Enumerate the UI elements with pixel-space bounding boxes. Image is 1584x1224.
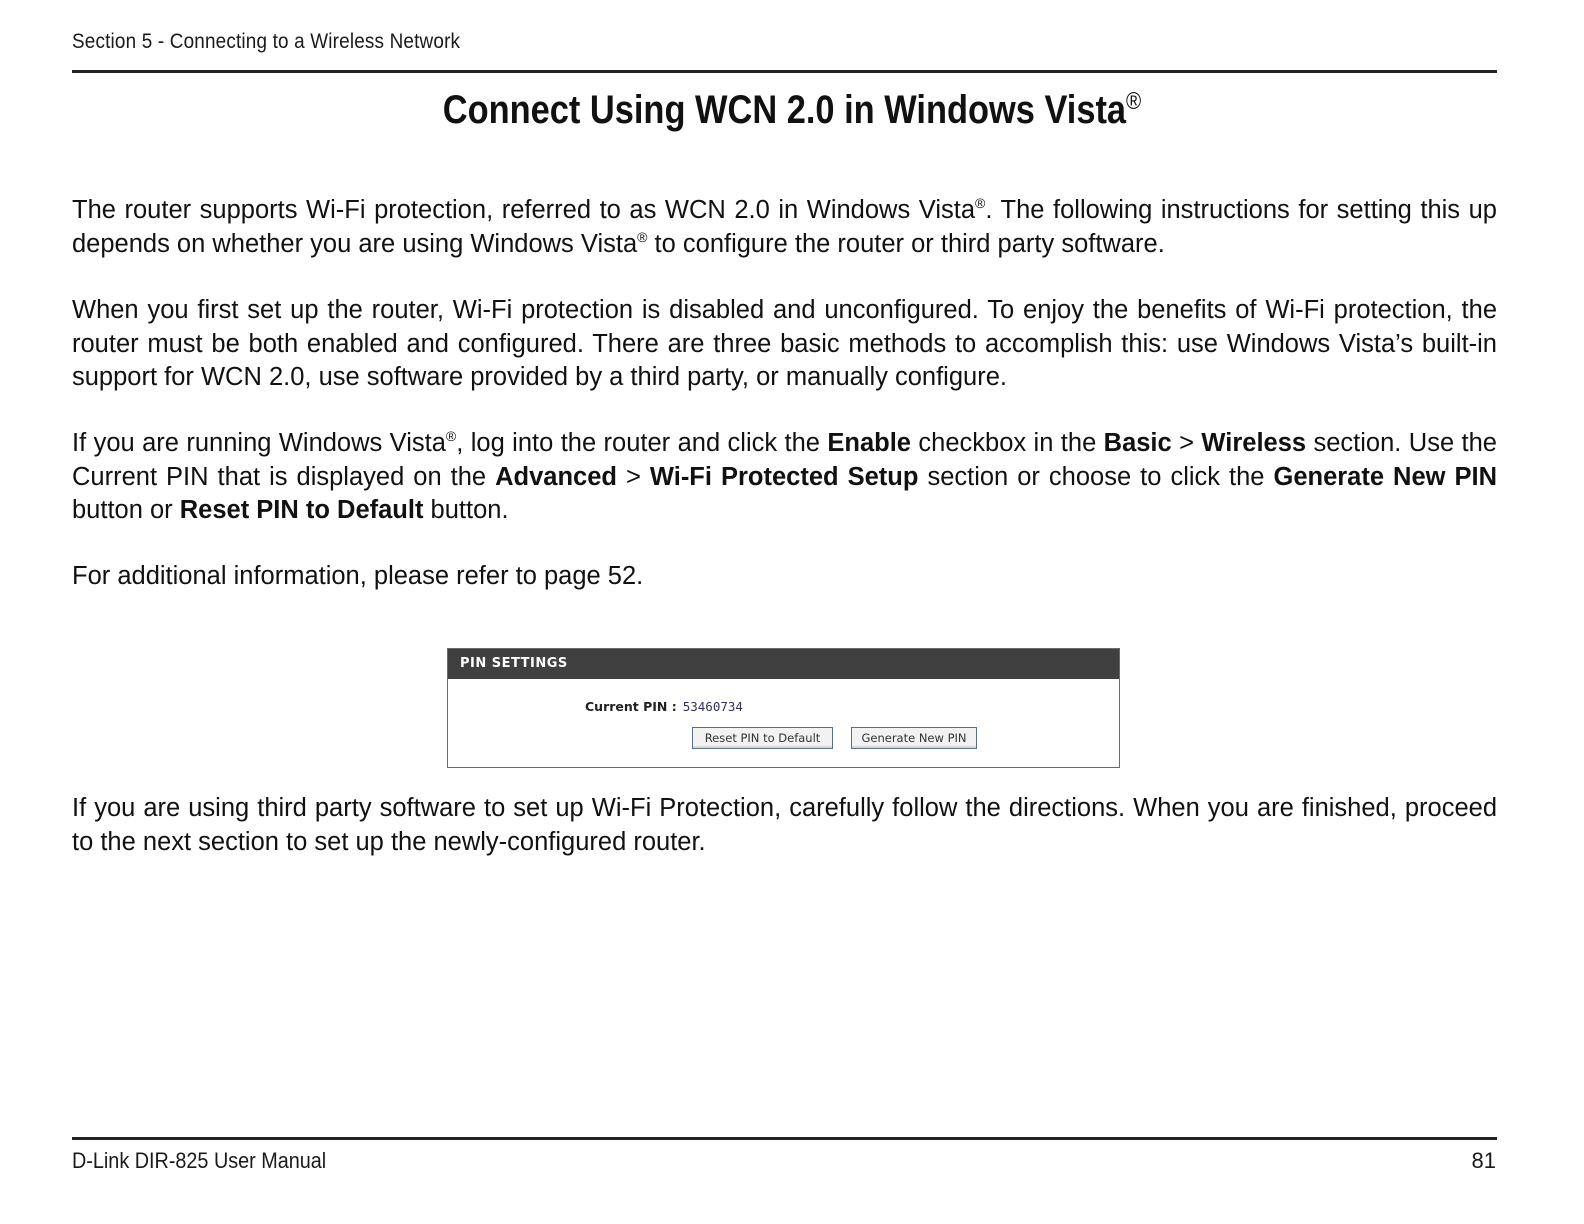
current-pin-value: 53460734 (682, 699, 743, 714)
registered-mark: ® (975, 195, 986, 211)
current-pin-row (585, 699, 743, 714)
pin-settings-header: PIN SETTINGS (448, 649, 1119, 679)
footer-manual-title: D-Link DIR-825 User Manual (72, 1148, 327, 1173)
generate-pin-button[interactable]: Generate New PIN (851, 727, 977, 749)
bold-term-wps: Wi-Fi Protected Setup (649, 462, 919, 491)
text-run: > (616, 462, 650, 491)
text-run: > (1171, 429, 1202, 457)
page-number: 81 (1471, 1148, 1496, 1173)
bold-term-advanced: Advanced (495, 462, 617, 491)
setup-paragraph: When you first set up the router, Wi-Fi protection is disabled and unconfigured. To enjoy the benefits of Wi-Fi protection, the router must be both enabled and configured. There are three basic methods to accomplish this: use Windows Vista’s built-in support for WCN 2.0, use software provided by a third party, or manually configure. (72, 296, 1497, 391)
third-party-paragraph: If you are using third party software to set up Wi-Fi Protection, carefully follow the directions. When you are finished, proceed to the next section to set up the newly-configured router. (72, 794, 1497, 856)
text-run: . The following instructions for setting this up depends on whether you are using Windows Vista (72, 196, 1497, 258)
section-header: Section 5 - Connecting to a Wireless Network (72, 30, 461, 53)
page-title (111, 88, 1473, 133)
text-run: to configure the router or third party software. (647, 229, 1165, 258)
registered-mark: ® (637, 228, 648, 245)
text-run: section. Use the Current PIN that is displayed on the (72, 429, 1497, 491)
footer-divider (72, 1137, 1497, 1140)
registered-mark: ® (1126, 88, 1142, 115)
page-title-text: Connect Using WCN 2.0 in Windows Vista (442, 88, 1127, 132)
bold-term-reset: Reset PIN to Default (179, 496, 424, 524)
current-pin-label: Current PIN : (585, 699, 677, 714)
text-run: button or (72, 496, 180, 524)
text-run: If you are running Windows Vista (72, 429, 446, 457)
reset-pin-button[interactable]: Reset PIN to Default (692, 727, 833, 749)
header-divider (72, 70, 1497, 73)
vista-paragraph (72, 427, 1497, 528)
pin-settings-panel (447, 648, 1120, 768)
text-run: The router supports Wi-Fi protection, referred to as WCN 2.0 in Windows Vista (72, 196, 976, 224)
bold-term-basic: Basic (1103, 429, 1172, 457)
text-run: button. (423, 496, 509, 524)
bold-term-generate: Generate New PIN (1273, 462, 1497, 491)
registered-mark: ® (445, 428, 457, 444)
bold-term-wireless: Wireless (1201, 429, 1307, 457)
text-run: checkbox in the (911, 429, 1104, 457)
text-run: , log into the router and click the (456, 429, 828, 457)
bold-term-enable: Enable (827, 429, 911, 457)
text-run: section or choose to click the (918, 462, 1274, 491)
reference-paragraph: For additional information, please refer to page 52. (72, 562, 644, 590)
intro-paragraph (72, 194, 1497, 261)
